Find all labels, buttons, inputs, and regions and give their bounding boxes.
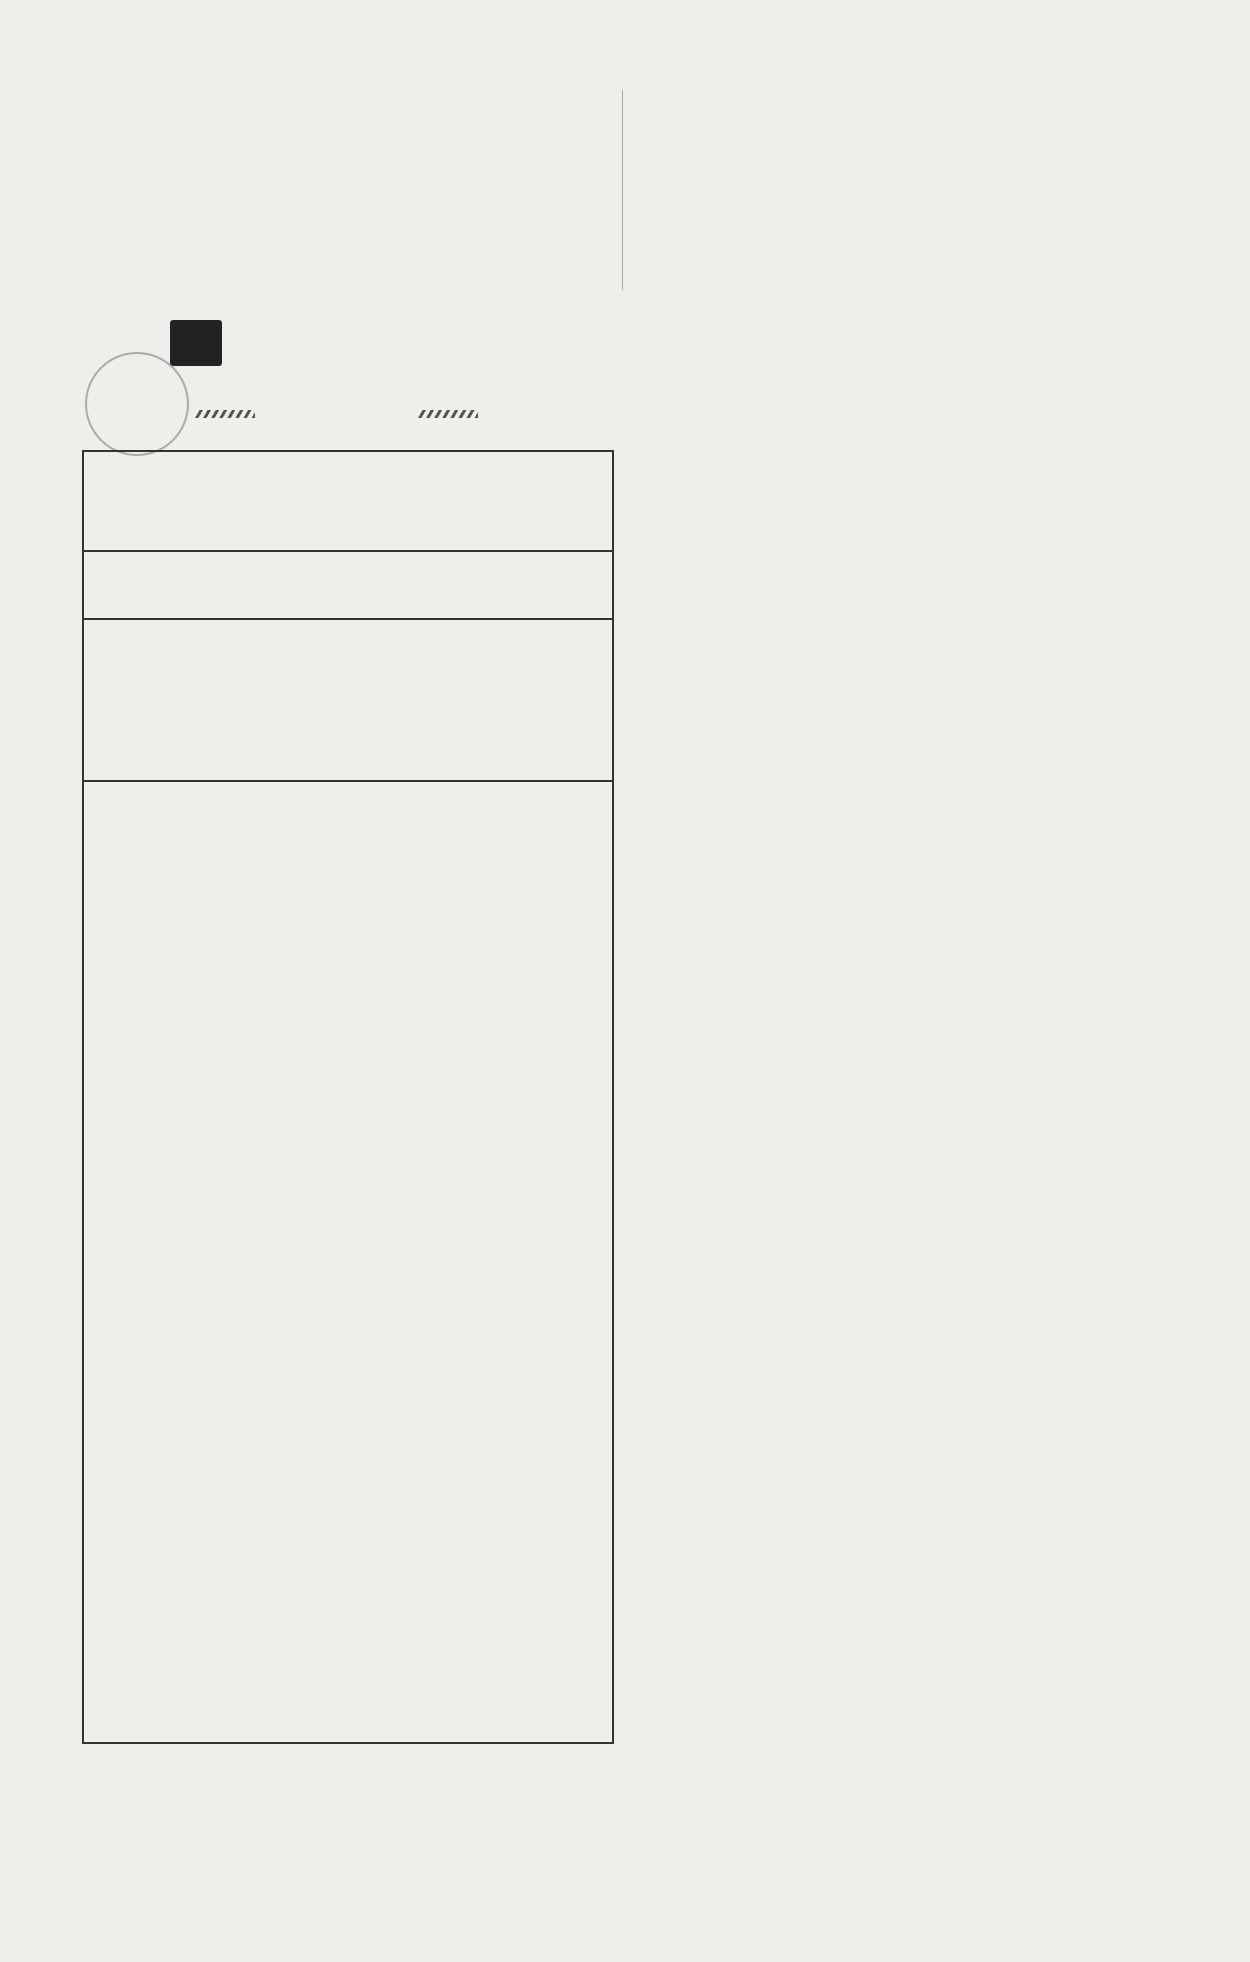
homework-stamp bbox=[85, 352, 189, 456]
divider bbox=[82, 550, 612, 552]
column-divider bbox=[622, 90, 623, 290]
quick-answer-box bbox=[82, 450, 614, 1744]
header-decoration bbox=[195, 410, 255, 418]
section-number-badge bbox=[170, 320, 222, 366]
divider bbox=[82, 618, 612, 620]
header-decoration bbox=[418, 410, 478, 418]
divider bbox=[82, 780, 612, 782]
spacer120 bbox=[634, 394, 1154, 1960]
